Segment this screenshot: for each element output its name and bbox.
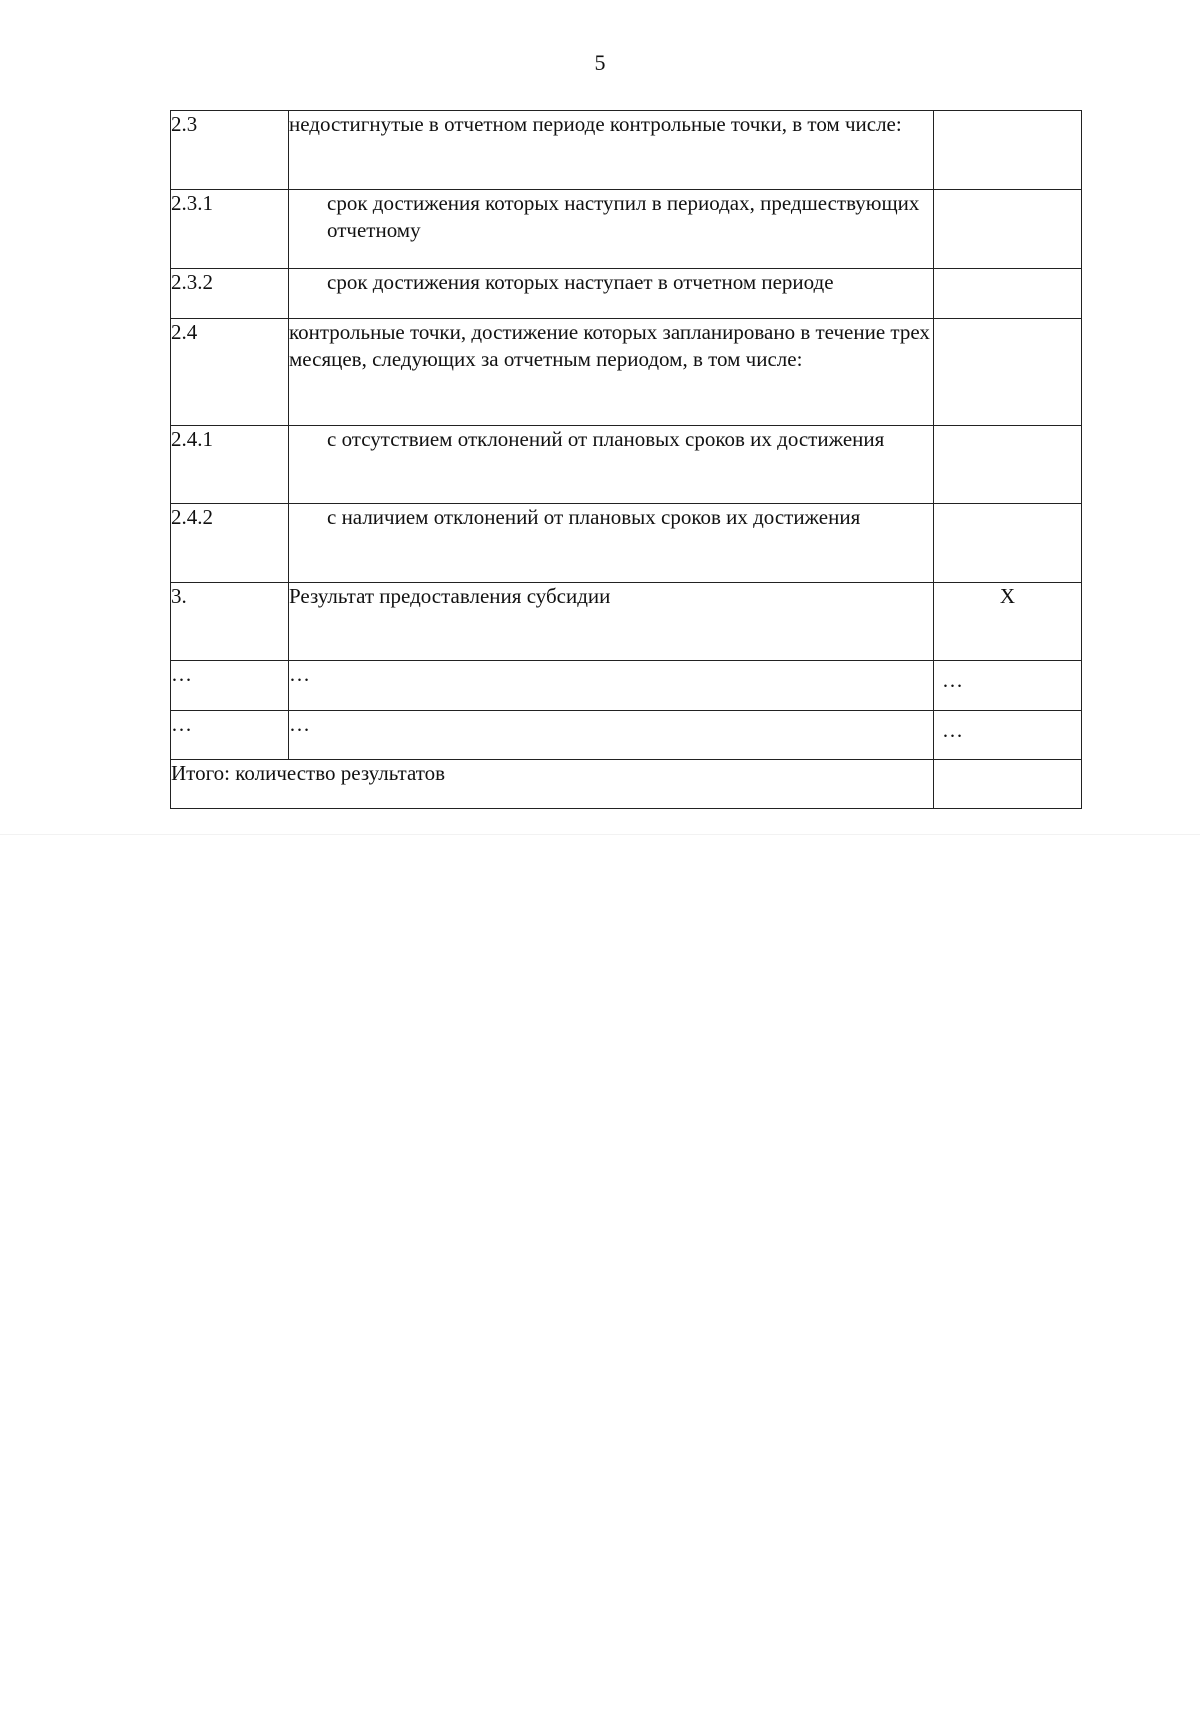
row-value bbox=[934, 190, 1082, 269]
table-row bbox=[171, 661, 1082, 711]
row-number: 2.4.1 bbox=[171, 426, 289, 504]
table-row bbox=[171, 583, 1082, 661]
page-number: 5 bbox=[594, 50, 606, 75]
table-row bbox=[171, 190, 1082, 269]
total-row bbox=[171, 760, 1082, 809]
row-number: 2.4 bbox=[171, 319, 289, 426]
table-row bbox=[171, 504, 1082, 583]
row-number: 2.3.2 bbox=[171, 269, 289, 319]
total-value bbox=[934, 760, 1082, 809]
row-text: … bbox=[289, 711, 934, 760]
table-row bbox=[171, 111, 1082, 190]
row-value bbox=[934, 426, 1082, 504]
row-text: с наличием отклонений от плановых сроков их достижения bbox=[289, 504, 934, 583]
row-text: контрольные точки, достижение которых запланировано в течение трех месяцев, следующих за отчетным периодом, в том числе: bbox=[289, 319, 934, 426]
row-text: срок достижения которых наступает в отчетном периоде bbox=[289, 269, 934, 319]
row-text: с отсутствием отклонений от плановых сроков их достижения bbox=[289, 426, 934, 504]
row-value bbox=[934, 319, 1082, 426]
row-text: … bbox=[289, 661, 934, 711]
row-text: Результат предоставления субсидии bbox=[289, 583, 934, 661]
row-value: … bbox=[934, 711, 1082, 760]
row-number: … bbox=[171, 661, 289, 711]
row-value bbox=[934, 504, 1082, 583]
table-row bbox=[171, 269, 1082, 319]
row-text: срок достижения которых наступил в периодах, предшествующих отчетному bbox=[289, 190, 934, 269]
total-label: Итого: количество результатов bbox=[171, 760, 934, 809]
table-row bbox=[171, 319, 1082, 426]
row-value: … bbox=[934, 661, 1082, 711]
table-row bbox=[171, 711, 1082, 760]
row-value bbox=[934, 269, 1082, 319]
row-value: X bbox=[934, 583, 1082, 661]
row-number: 2.4.2 bbox=[171, 504, 289, 583]
row-value bbox=[934, 111, 1082, 190]
row-number: … bbox=[171, 711, 289, 760]
row-number: 2.3 bbox=[171, 111, 289, 190]
row-number: 3. bbox=[171, 583, 289, 661]
row-number: 2.3.1 bbox=[171, 190, 289, 269]
table-row bbox=[171, 426, 1082, 504]
report-table bbox=[170, 110, 1082, 809]
row-text: недостигнутые в отчетном периоде контрольные точки, в том числе: bbox=[289, 111, 934, 190]
scan-divider bbox=[0, 834, 1200, 835]
